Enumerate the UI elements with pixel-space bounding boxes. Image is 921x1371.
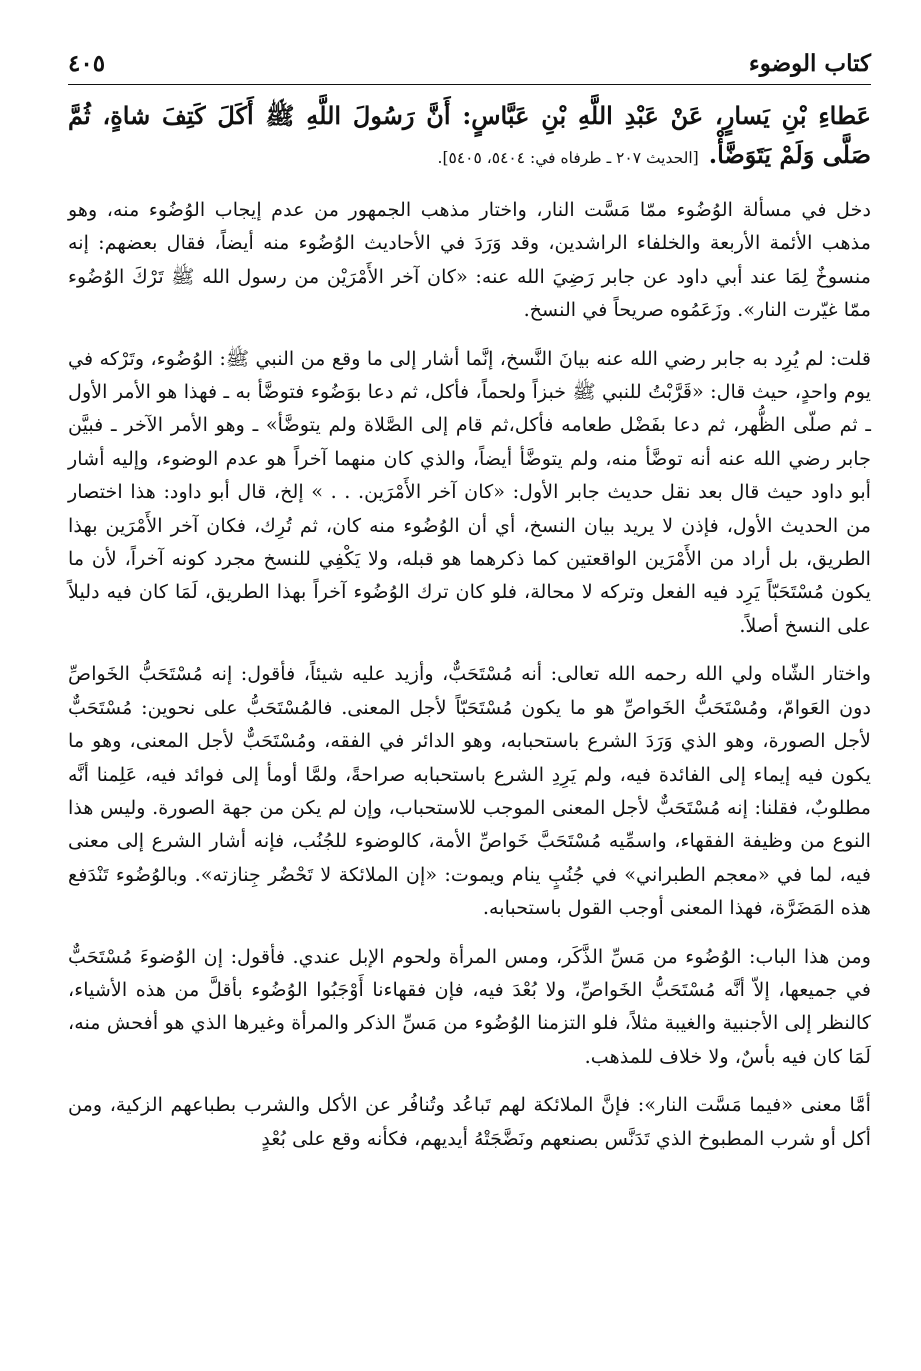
hadith-text (68, 96, 871, 178)
page-body (68, 96, 871, 1155)
page-number: ٤٠٥ (68, 50, 106, 77)
hadith-body: عَطاءِ بْنِ يَسارٍ، عَنْ عَبْدِ اللَّهِ بْنِ عَبَّاسٍ: أَنَّ رَسُولَ اللَّهِ ﷺ أَكَلَ كَتِفَ شاةٍ، ثُمَّ صَلَّى وَلَمْ يَتَوَضَّأْ. (68, 101, 871, 169)
commentary-paragraph: واختار الشّاه ولي الله رحمه الله تعالى: أنه مُسْتَحَبٌّ، وأزيد عليه شيئاً، فأقول: إنه مُسْتَحَبُّ الخَواصِّ دون العَوامّ، ومُسْتَحَبُّ الخَواصِّ هو ما يكون مُسْتَحَبّاً لأجل المعنى. فالمُسْتَحَبُّ على نحوين: مُسْتَحَبٌّ لأجل الصورة، وهو الذي وَرَدَ الشرع باستحبابه، وهو الدائر في الفقه، ومُسْتَحَبٌّ لأجل المعنى، وهو ما يكون فيه إيماء إلى الفائدة فيه، ولم يَرِدِ الشرع باستحبابه صراحةً، ولمَّا أومأ إلى فوائد فيه، عَلِمنا أنَّه مطلوبٌ، فقلنا: إنه مُسْتَحَبٌّ لأجل المعنى الموجب للاستحباب، وإن لم يكن من جهة الصورة. وليس هذا النوع من وظيفة الفقهاء، واسمِّيه مُسْتَحَبَّ خَواصِّ الأمة، كالوضوء للجُنُب، فإنه أشار الشرع إلى معنى فيه، لما في «معجم الطبراني» في جُنُبٍ ينام ويموت: «إن الملائكة لا تَحْضُر جِنازته». وبالوُضُوء تَنْدَفع هذه المَضَرَّة، فهذا المعنى أوجب القول باستحبابه. (68, 662, 871, 920)
page-header (68, 48, 871, 85)
commentary-paragraph: ومن هذا الباب: الوُضُوء من مَسِّ الذَّكَر، ومس المرأة ولحوم الإبل عندي. فأقول: إن الوُضوءَ مُسْتَحَبٌّ في جميعها، إلاّ أنَّه مُسْتَحَبُّ الخَواصِّ، ولا بُعْدَ فيه، فإن فقهاءنا أَوْجَبُوا الوُضُوء بأقلَّ من هذه الأشياء، كالنظر إلى الأجنبية والغيبة مثلاً، فلو التزمنا الوُضُوء من مَسِّ الذكر والمرأة وغيرها الذي هو أفحش منه، لَمَا كان فيه بأسٌ، ولا خلاف للمذهب. (68, 944, 871, 1068)
page-title: كتاب الوضوء (748, 50, 871, 77)
commentary-paragraph: أمَّا معنى «فيما مَسَّت النار»: فإنَّ الملائكة لهم تَباعُد وتُنافُر عن الأكل والشرب بطباعهم الزكية، ومن أكل أو شرب المطبوخ الذي تَدَنَّس بصنعهم ونَضَّجَتْهُ أيديهم، فكأنه وقع على بُعْدٍ (68, 1093, 871, 1150)
commentary-paragraph: قلت: لم يُرِد به جابر رضي الله عنه بيانَ النَّسخ، إنَّما أشار إلى ما وقع من النبي ﷺ: الوُضُوء، وتَرْكه في يوم واحدٍ، حيث قال: «قَرَّبْتُ للنبي ﷺ خبزاً ولحماً، فأكل، ثم دعا بوَضُوء فتوضَّأ به ـ فهذا هو الأمر الأول ـ ثم صلّى الظُّهر، ثم دعا بفَضْل طعامه فأكل،ثم قام إلى الصَّلاة ولم يتوضَّأ» ـ وهو الأمر الآخر ـ فبيَّن جابر رضي الله عنه أنه توضَّأ منه، ولم يتوضَّأ أيضاً، والذي كان منهما آخراً هو عدم الوضوء، وإليه أشار أبو داود حيث قال بعد نقل حديث جابر الأول: «كان آخر الأَمْرَين. . . » إلخ، قال أبو داود: هذا اختصار من الحديث الأول، فإذن لا يريد بيان النسخ، أي أن الوُضُوء منه كان، ثم تُرِك، فكان آخر الأَمْرَين بهذا الطريق، بل أراد من الأَمْرَين الواقعتين كما ذكرهما هو قبله، ولا يَكْفِي للنسخ مجرد كونه آخراً، لأن ما يكون مُسْتَحَبّاً يَرِد فيه الفعل وتركه لا محالة، فلو كان ترك الوُضُوء آخراً بهذا الطريق، لَمَا كان فيه دليلاً على النسخ أصلاً. (68, 346, 871, 637)
hadith-reference: [الحديث ٢٠٧ ـ طرفاه في: ٥٤٠٤، ٥٤٠٥]. (437, 149, 699, 167)
commentary-paragraph: دخل في مسألة الوُضُوء ممّا مَسَّت النار، واختار مذهب الجمهور من عدم إيجاب الوُضُوء منه، وهو مذهب الأئمة الأربعة والخلفاء الراشدين، وقد وَرَدَ في الأحاديث الوُضُوء منه أيضاً، فقال بعضهم: إنه منسوخٌ لِمَا عند أبي داود عن جابر رَضِيَ الله عنه: «كان آخر الأَمْرَيْن من رسول الله ﷺ تَرْكَ الوُضُوء ممّا غيّرت النار». وزَعَمُوه صريحاً في النسخ. (68, 198, 871, 322)
